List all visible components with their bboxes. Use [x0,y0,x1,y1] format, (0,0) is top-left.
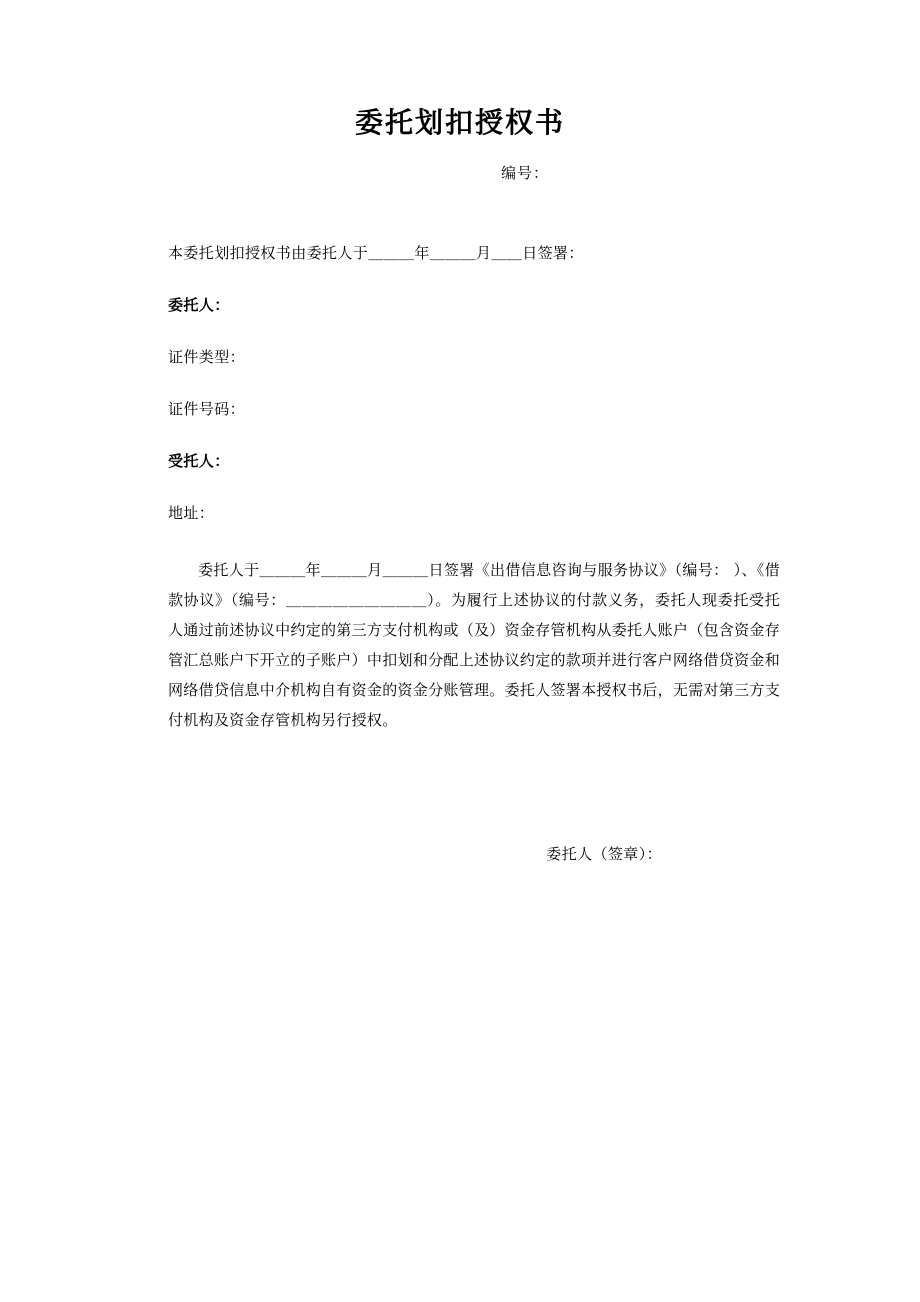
document-code-label: 编号： [500,163,549,182]
document-body [0,241,920,864]
field-id-type: 证件类型： [168,347,246,366]
field-address: 地址： [168,503,215,522]
page-title: 委托划扣授权书 [354,106,565,139]
authorization-paragraph: 委托人于＿＿＿年＿＿＿月＿＿＿日签署《出借信息咨询与服务协议》（编号： ）、《借款协议》（编号：＿＿＿＿＿＿＿＿＿）。为履行上述协议的付款义务，委托人现委托受托人通过前述协议中约定的第三方支付机构或（及）资金存管机构从委托人账户（包含资金存管汇总账户下开立的子账户）中扣划和分配上述协议约定的款项并进行客户网络借贷资金和网络借贷信息中介机构自有资金的资金分账管理。委托人签署本授权书后，无需对第三方支付机构及资金存管机构另行授权。 [168,560,781,729]
intro-line: 本委托划扣授权书由委托人于＿＿＿年＿＿＿月＿＿日签署： [168,243,584,262]
signature-label: 委托人（签章）： [546,844,662,863]
field-principal: 委托人： [168,295,230,314]
field-trustee: 受托人： [168,451,230,470]
field-id-number: 证件号码： [168,399,246,418]
